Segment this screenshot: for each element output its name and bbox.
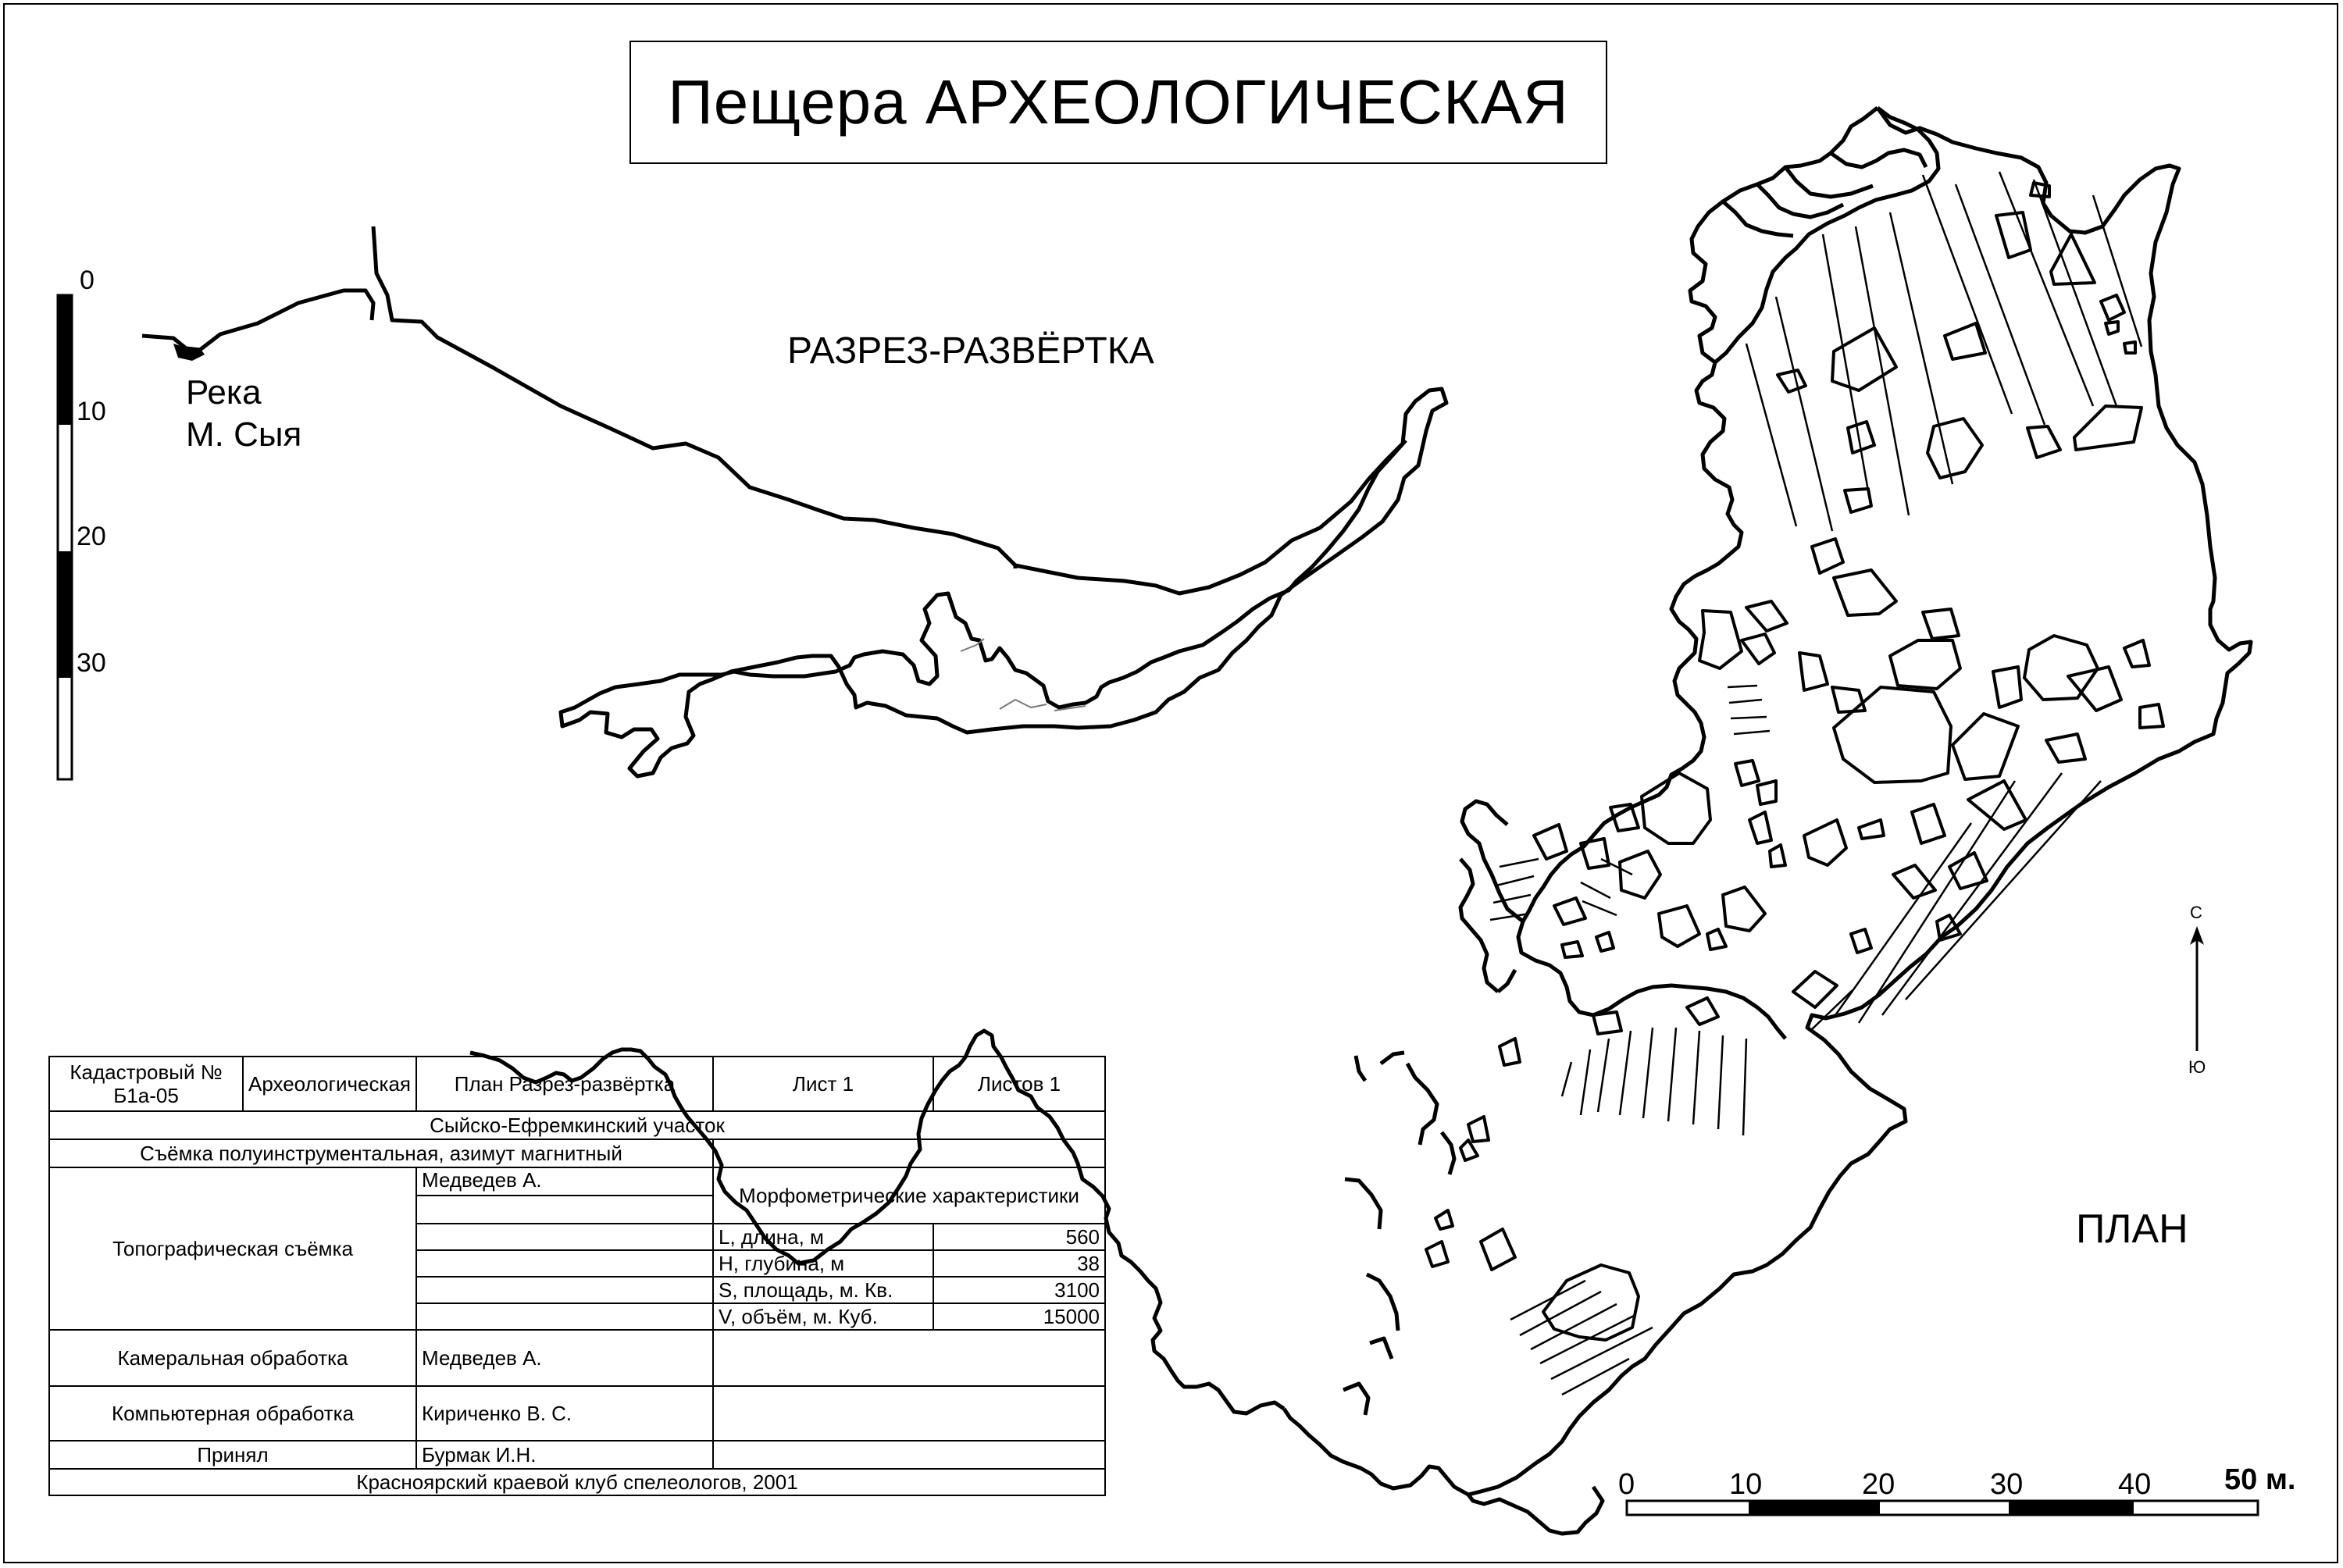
vertical-scale-bar	[58, 295, 72, 779]
topo-empty-2	[416, 1224, 713, 1250]
morph-length-value: 560	[933, 1224, 1105, 1250]
river-water	[173, 344, 205, 361]
cameral-person-cell: Медведев А.	[416, 1330, 713, 1386]
vscale-0: 0	[80, 265, 95, 295]
river-label-line1: Река	[186, 373, 262, 412]
footer-cell: Красноярский краевой клуб спелеологов, 2001	[49, 1469, 1105, 1495]
morph-header-cell: Морфометрические характеристики	[713, 1167, 1105, 1224]
plan-hatching	[1490, 172, 2142, 1395]
south-letter: Ю	[2188, 1057, 2206, 1077]
computer-person-cell: Кириченко В. С.	[416, 1386, 713, 1441]
morph-area-label: S, площадь, м. Кв.	[713, 1277, 933, 1303]
computer-label-cell: Компьютерная обработка	[49, 1386, 416, 1441]
title-block-table	[48, 1056, 1106, 1496]
cameral-empty-cell	[713, 1330, 1105, 1386]
accepted-person-cell: Бурмак И.Н.	[416, 1441, 713, 1469]
accepted-label-cell: Принял	[49, 1441, 416, 1469]
vscale-10: 10	[77, 397, 106, 426]
survey-cell: Съёмка полуинструментальная, азимут магнитный	[49, 1139, 713, 1167]
vscale-20: 20	[77, 522, 106, 551]
topo-empty-1	[416, 1196, 713, 1224]
horizontal-scale-bar	[1627, 1501, 2258, 1515]
hscale-30: 30	[1990, 1468, 2024, 1501]
district-cell: Сыйско-Ефремкинский участок	[49, 1111, 1105, 1139]
sheets-cell: Листов 1	[933, 1057, 1105, 1111]
north-arrow	[2190, 926, 2204, 1051]
map-title: Пещера АРХЕОЛОГИЧЕСКАЯ	[668, 67, 1569, 137]
river-label-line2: М. Сыя	[186, 415, 302, 454]
cave-name-cell: Археологическая	[243, 1057, 416, 1111]
plan-label: ПЛАН	[2076, 1206, 2188, 1252]
morph-volume-label: V, объём, м. Куб.	[713, 1303, 933, 1330]
vscale-30: 30	[77, 648, 106, 678]
survey-empty-cell	[713, 1139, 1105, 1167]
topo-empty-4	[416, 1277, 713, 1303]
computer-empty-cell	[713, 1386, 1105, 1441]
cameral-label-cell: Камеральная обработка	[49, 1330, 416, 1386]
accepted-empty-cell	[713, 1441, 1105, 1469]
hscale-20: 20	[1862, 1468, 1895, 1501]
section-label: РАЗРЕЗ-РАЗВЁРТКА	[787, 330, 1154, 372]
plan-boulders	[1426, 183, 2163, 1340]
sheet-kind-cell: План Разрез-развёртка	[416, 1057, 713, 1111]
sheet-cell: Лист 1	[713, 1057, 933, 1111]
topo-empty-5	[416, 1303, 713, 1330]
morph-area-value: 3100	[933, 1277, 1105, 1303]
plan-west-branches	[1343, 801, 1523, 1415]
hscale-0: 0	[1618, 1468, 1635, 1501]
cave-section	[142, 226, 1446, 776]
topo-person-cell: Медведев А.	[416, 1167, 713, 1196]
topo-label-cell: Топографическая съёмка	[49, 1167, 416, 1330]
hscale-unit: 50 м.	[2224, 1463, 2296, 1496]
topo-empty-3	[416, 1250, 713, 1277]
cadastral-cell: Кадастровый № Б1а-05	[49, 1057, 243, 1111]
north-letter: С	[2190, 903, 2202, 922]
morph-depth-value: 38	[933, 1250, 1105, 1277]
hscale-40: 40	[2118, 1468, 2152, 1501]
morph-volume-value: 15000	[933, 1303, 1105, 1330]
hscale-10: 10	[1729, 1468, 1763, 1501]
morph-length-label: L, длина, м	[713, 1224, 933, 1250]
morph-depth-label: H, глубина, м	[713, 1250, 933, 1277]
